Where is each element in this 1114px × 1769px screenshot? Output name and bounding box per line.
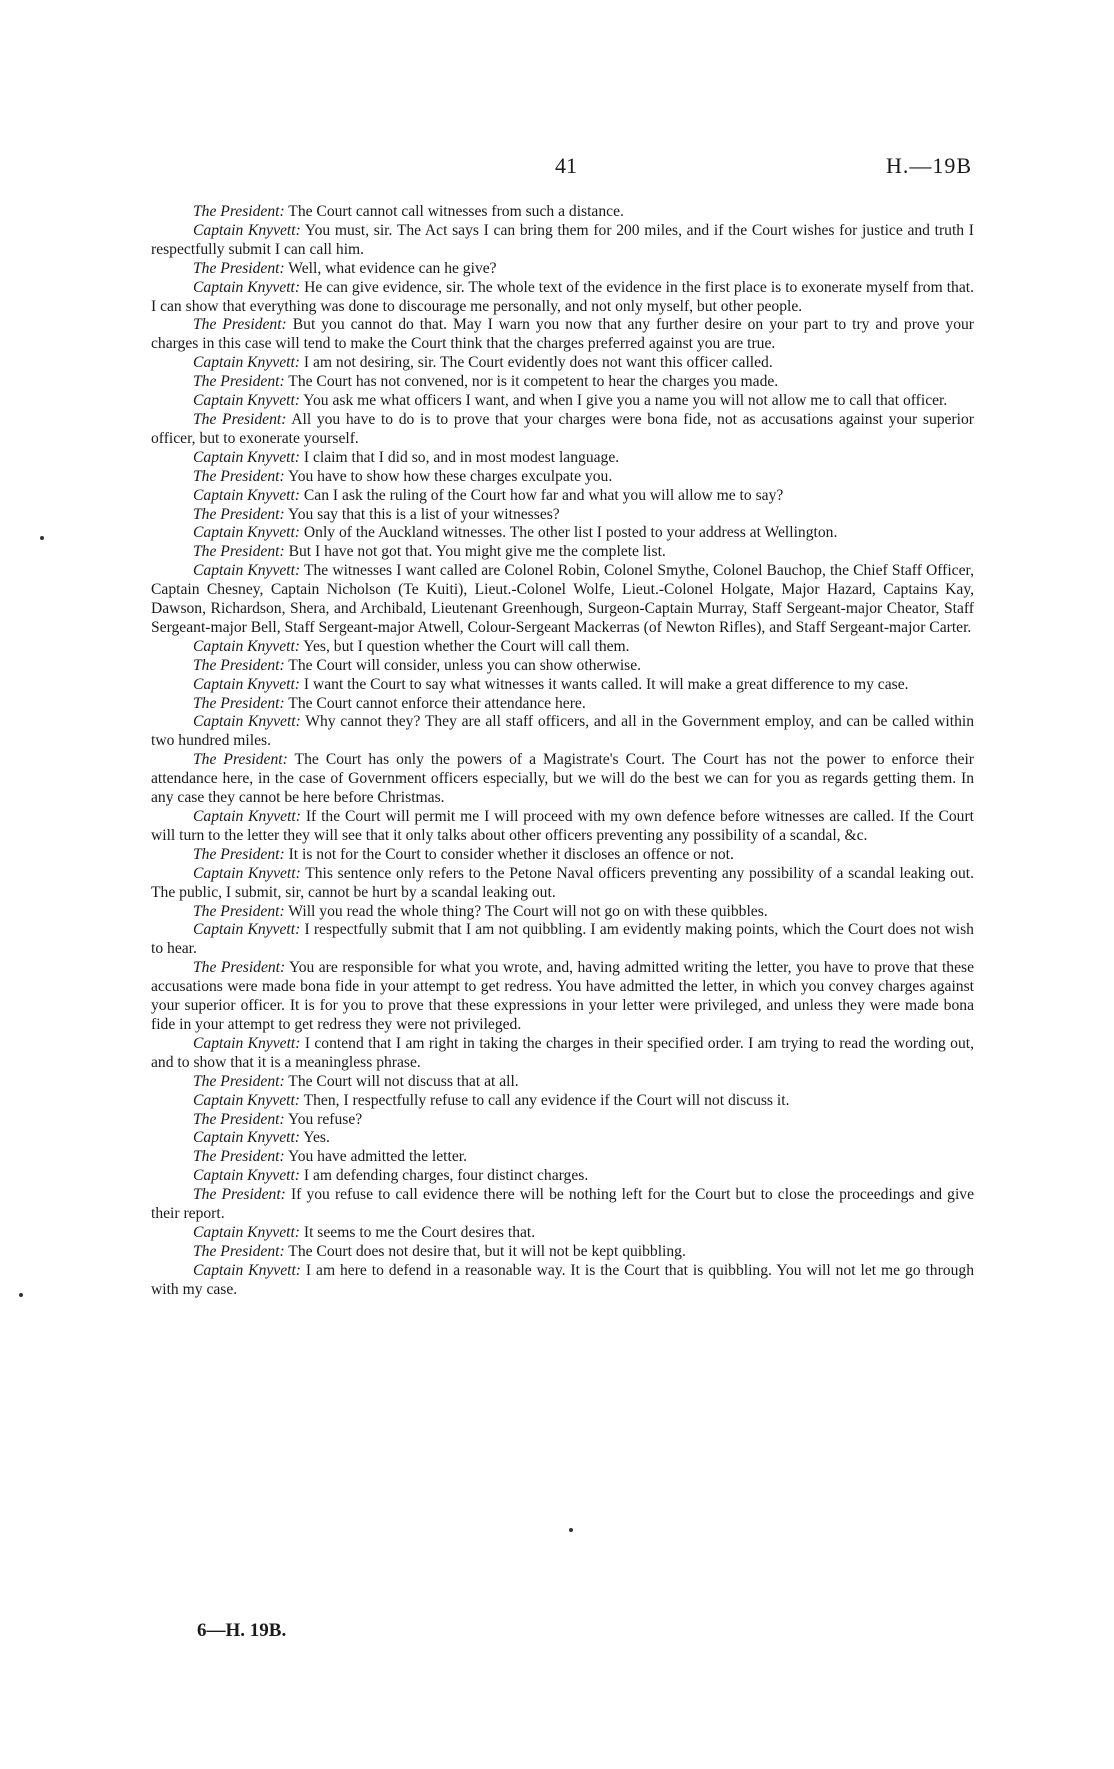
speaker-label: The President:	[193, 1148, 285, 1166]
dialogue-text: The Court has only the powers of a Magistrate's Court. The Court has not the power to enforce their attendance here, in the case of Government officers especially, but we will do the best we can for you as regards getting them. In any case they cannot be here before Christmas.	[151, 751, 974, 807]
dialogue-paragraph	[151, 1073, 974, 1092]
dialogue-text: I am here to defend in a reasonable way. It is the Court that is quibbling. You will not let me go through with my case.	[151, 1261, 974, 1298]
dialogue-text: Why cannot they? They are all staff officers, and all in the Government employ, and can be called within two hundred miles.	[151, 713, 974, 750]
speaker-label: Captain Knyvett:	[193, 1091, 300, 1109]
dialogue-text: Only of the Auckland witnesses. The other list I posted to your address at Wellington.	[299, 524, 838, 542]
dialogue-text: The Court cannot call witnesses from such a distance.	[284, 203, 624, 220]
dialogue-paragraph	[151, 279, 974, 317]
dialogue-paragraph	[151, 1111, 974, 1130]
speaker-label: Captain Knyvett:	[193, 1261, 301, 1279]
speaker-label: The President:	[193, 410, 287, 428]
speaker-label: Captain Knyvett:	[193, 524, 300, 542]
speaker-label: The President:	[193, 1186, 286, 1204]
margin-mark	[569, 1528, 573, 1532]
speaker-label: The President:	[193, 373, 285, 391]
speaker-label: Captain Knyvett:	[193, 637, 300, 655]
dialogue-paragraph	[151, 1129, 974, 1148]
dialogue-text: It seems to me the Court desires that.	[299, 1223, 536, 1241]
dialogue-paragraph	[151, 354, 974, 373]
dialogue-paragraph	[151, 449, 974, 468]
speaker-label: The President:	[193, 845, 285, 863]
speaker-label: The President:	[193, 259, 285, 277]
dialogue-text: You say that this is a list of your witnesses?	[284, 505, 560, 523]
dialogue-text: The Court cannot enforce their attendance here.	[284, 694, 586, 712]
dialogue-paragraph	[151, 959, 974, 1035]
dialogue-text: All you have to do is to prove that your charges were bona fide, not as accusations against your superior officer, but to exonerate yourself.	[151, 410, 974, 447]
dialogue-text: But you cannot do that. May I warn you now that any further desire on your part to try and prove your charges in this case will tend to make the Court think that the charges preferred against you are true.	[151, 316, 975, 353]
dialogue-text: The witnesses I want called are Colonel Robin, Colonel Smythe, Colonel Bauchop, the Chief Staff Officer, Captain Chesney, Captain Nicholson (Te Kuiti), Lieut.-Colonel Wolfe, Lieut.-Colonel Holgate, Major Hazard, Captains Kay, Dawson, Richardson, Shera, and Archibald, Lieutenant Greenhough, Surgeon-Captain Murray, Staff Sergeant-major Cheator, Staff Sergeant-major Bell, Staff Sergeant-major Atwell, Colour-Sergeant Mackerras (of Newton Rifles), and Staff Sergeant-major Carter.	[151, 562, 974, 636]
dialogue-text: If the Court will permit me I will proceed with my own defence before witnesses are called. If the Court will turn to the letter they will see that it only talks about other officers preventing any possibility of a scandal, &c.	[151, 808, 974, 844]
dialogue-text: Can I ask the ruling of the Court how far and what you will allow me to say?	[299, 486, 784, 504]
speaker-label: Captain Knyvett:	[193, 808, 301, 825]
dialogue-paragraph	[151, 695, 974, 714]
speaker-label: Captain Knyvett:	[193, 448, 300, 466]
speaker-label: Captain Knyvett:	[193, 392, 300, 410]
speaker-label: Captain Knyvett:	[193, 675, 300, 693]
speaker-label: Captain Knyvett:	[193, 864, 301, 882]
dialogue-text: This sentence only refers to the Petone Naval officers preventing any possibility of a scandal leaking out. The public, I submit, sir, cannot be hurt by a scandal leaking out.	[151, 864, 974, 901]
dialogue-paragraph	[151, 468, 974, 487]
dialogue-text: Yes.	[299, 1129, 330, 1147]
speaker-label: Captain Knyvett:	[193, 921, 301, 939]
dialogue-text: You must, sir. The Act says I can bring them for 200 miles, and if the Court wishes for justice and truth I respectfully submit I can call him.	[151, 221, 974, 258]
dialogue-paragraph	[151, 676, 974, 695]
dialogue-text: I contend that I am right in taking the charges in their specified order. I am trying to read the wording out, and to show that it is a meaningless phrase.	[151, 1034, 974, 1071]
dialogue-paragraph	[151, 373, 974, 392]
dialogue-paragraph	[151, 751, 974, 808]
dialogue-paragraph	[151, 1148, 974, 1167]
dialogue-paragraph	[151, 808, 974, 846]
speaker-label: Captain Knyvett:	[193, 562, 301, 580]
dialogue-text: I claim that I did so, and in most modest language.	[299, 448, 620, 466]
dialogue-paragraph	[151, 392, 974, 411]
speaker-label: Captain Knyvett:	[193, 1167, 300, 1185]
speaker-label: The President:	[193, 902, 285, 920]
page-header	[0, 153, 1114, 183]
margin-mark	[40, 536, 44, 540]
dialogue-text: The Court does not desire that, but it will not be kept quibbling.	[284, 1242, 686, 1260]
dialogue-text: I am not desiring, sir. The Court evidently does not want this officer called.	[299, 354, 773, 372]
speaker-label: Captain Knyvett:	[193, 713, 301, 731]
dialogue-paragraph	[151, 846, 974, 865]
dialogue-text: Well, what evidence can he give?	[284, 259, 497, 277]
dialogue-text: You ask me what officers I want, and when I give you a name you will not allow me to call that officer.	[299, 392, 948, 410]
dialogue-text: I am defending charges, four distinct charges.	[299, 1167, 589, 1185]
margin-mark	[19, 1293, 23, 1297]
dialogue-text: You refuse?	[284, 1110, 363, 1128]
speaker-label: Captain Knyvett:	[193, 221, 301, 239]
page-number: 41	[555, 153, 577, 178]
dialogue-paragraph	[151, 921, 974, 959]
speaker-label: The President:	[193, 751, 288, 769]
dialogue-text: Yes, but I question whether the Court will call them.	[299, 637, 630, 655]
dialogue-paragraph	[151, 657, 974, 676]
speaker-label: The President:	[193, 694, 285, 712]
dialogue-text: He can give evidence, sir. The whole text of the evidence in the first place is to exonerate myself from that. I can show that everything was done to discourage me personally, and not only myself, but other people.	[151, 278, 974, 315]
dialogue-paragraph	[151, 865, 974, 903]
speaker-label: The President:	[193, 505, 285, 523]
speaker-label: The President:	[193, 203, 285, 220]
speaker-label: The President:	[193, 656, 285, 674]
dialogue-paragraph	[151, 203, 974, 222]
speaker-label: The President:	[193, 959, 286, 977]
dialogue-text: I want the Court to say what witnesses it wants called. It will make a great difference to my case.	[299, 675, 909, 693]
speaker-label: The President:	[193, 1072, 285, 1090]
dialogue-paragraph	[151, 1035, 974, 1073]
dialogue-text: You have to show how these charges exculpate you.	[284, 467, 613, 485]
speaker-label: The President:	[193, 1242, 285, 1260]
dialogue-paragraph	[151, 638, 974, 657]
dialogue-text: Will you read the whole thing? The Court will not go on with these quibbles.	[284, 902, 768, 920]
dialogue-paragraph	[151, 713, 974, 751]
dialogue-text: The Court will consider, unless you can show otherwise.	[284, 656, 642, 674]
dialogue-paragraph	[151, 316, 974, 354]
dialogue-paragraph	[151, 903, 974, 922]
dialogue-text: If you refuse to call evidence there will be nothing left for the Court but to close the proceedings and give their report.	[151, 1186, 974, 1223]
dialogue-text: The Court will not discuss that at all.	[284, 1072, 519, 1090]
dialogue-paragraph	[151, 524, 974, 543]
speaker-label: Captain Knyvett:	[193, 1034, 301, 1052]
speaker-label: Captain Knyvett:	[193, 278, 301, 296]
speaker-label: The President:	[193, 316, 287, 334]
dialogue-paragraph	[151, 543, 974, 562]
dialogue-paragraph	[151, 1092, 974, 1111]
dialogue-paragraph	[151, 1224, 974, 1243]
speaker-label: The President:	[193, 1110, 285, 1128]
signature-mark: 6—H. 19B.	[197, 1620, 287, 1641]
dialogue-text: You are responsible for what you wrote, and, having admitted writing the letter, you have to prove that these accusations were made bona fide in your attempt to get redress. You have admitted the letter, in which you convey charges against your superior officer. It is for you to prove that these expressions in your letter were privileged, and unless they were made bona fide in your attempt to get redress they were not privileged.	[151, 959, 975, 1033]
speaker-label: Captain Knyvett:	[193, 1223, 300, 1241]
dialogue-paragraph	[151, 562, 974, 638]
dialogue-paragraph	[151, 1262, 974, 1300]
transcript-body	[151, 203, 974, 1300]
dialogue-text: The Court has not convened, nor is it competent to hear the charges you made.	[284, 373, 779, 391]
dialogue-paragraph	[151, 222, 974, 260]
dialogue-paragraph	[151, 487, 974, 506]
dialogue-text: Then, I respectfully refuse to call any evidence if the Court will not discuss it.	[299, 1091, 790, 1109]
dialogue-paragraph	[151, 1186, 974, 1224]
dialogue-text: It is not for the Court to consider whether it discloses an offence or not.	[284, 845, 734, 863]
speaker-label: Captain Knyvett:	[193, 1129, 300, 1147]
dialogue-text: I respectfully submit that I am not quibbling. I am evidently making points, which the Court does not wish to hear.	[151, 921, 974, 958]
dialogue-paragraph	[151, 1243, 974, 1262]
dialogue-paragraph	[151, 260, 974, 279]
document-reference: H.—19B	[886, 153, 973, 178]
speaker-label: The President:	[193, 467, 285, 485]
speaker-label: The President:	[193, 543, 285, 561]
dialogue-paragraph	[151, 1167, 974, 1186]
speaker-label: Captain Knyvett:	[193, 354, 300, 372]
dialogue-text: You have admitted the letter.	[284, 1148, 467, 1166]
dialogue-text: But I have not got that. You might give me the complete list.	[284, 543, 666, 561]
dialogue-paragraph	[151, 506, 974, 525]
speaker-label: Captain Knyvett:	[193, 486, 300, 504]
dialogue-paragraph	[151, 411, 974, 449]
